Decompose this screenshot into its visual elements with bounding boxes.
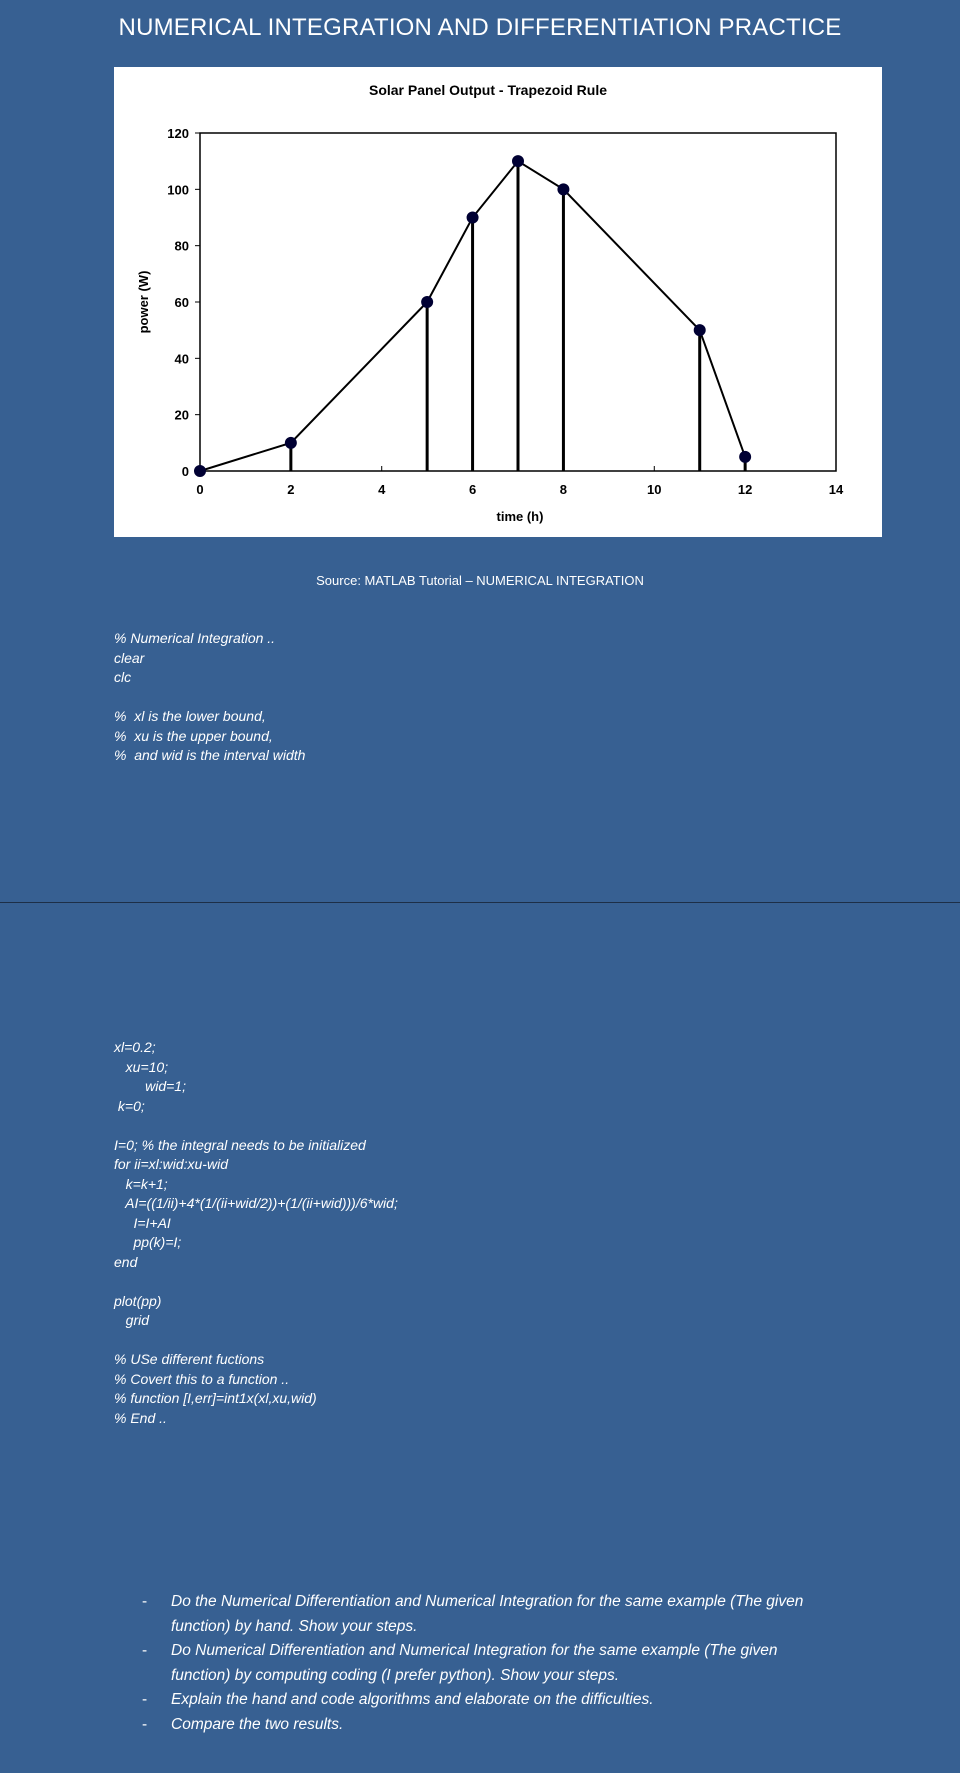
x-tick-label: 6 bbox=[468, 482, 477, 497]
chart-container bbox=[114, 67, 882, 537]
source-caption: Source: MATLAB Tutorial – NUMERICAL INTEGRATION bbox=[316, 573, 644, 588]
task-bullet: - bbox=[142, 1642, 148, 1659]
code-line: AI=((1/ii)+4*(1/(ii+wid/2))+(1/(ii+wid)))/6*wid; bbox=[114, 1195, 398, 1211]
y-tick-label: 120 bbox=[167, 126, 189, 141]
x-axis-label: time (h) bbox=[496, 509, 544, 524]
task-text: Do the Numerical Differentiation and Numerical Integration for the same example (The given function) by hand. Show your steps. bbox=[171, 1593, 804, 1635]
code-line bbox=[114, 1116, 398, 1136]
data-point bbox=[513, 156, 524, 167]
code-line: grid bbox=[114, 1312, 150, 1328]
data-point bbox=[422, 297, 433, 308]
page-divider bbox=[0, 902, 960, 903]
code-line: % and wid is the interval width bbox=[114, 747, 306, 763]
task-bullet: - bbox=[142, 1593, 148, 1610]
code-line: plot(pp) bbox=[114, 1292, 162, 1309]
task-item bbox=[140, 1590, 840, 1639]
y-tick-label: 20 bbox=[174, 407, 189, 423]
task-item bbox=[140, 1688, 840, 1713]
x-tick-label: 12 bbox=[737, 482, 753, 497]
y-tick-label: 40 bbox=[174, 351, 189, 367]
task-text: Do Numerical Differentiation and Numerical Integration for the same example (The given function) by computing coding (I prefer python). Show your steps. bbox=[171, 1642, 778, 1684]
code-line bbox=[114, 688, 305, 708]
chart-title: Solar Panel Output - Trapezoid Rule bbox=[368, 82, 608, 98]
task-list bbox=[140, 1590, 840, 1737]
data-point bbox=[694, 325, 705, 336]
code-line bbox=[114, 1331, 398, 1351]
code-line: clear bbox=[114, 649, 145, 666]
code-line: pp(k)=I; bbox=[114, 1234, 182, 1250]
code-line: xu=10; bbox=[114, 1058, 169, 1075]
y-tick-label: 0 bbox=[181, 464, 189, 479]
code-line: k=0; bbox=[114, 1097, 145, 1114]
code-line: clc bbox=[114, 669, 132, 685]
y-tick-label: 60 bbox=[174, 295, 189, 310]
x-tick-label: 10 bbox=[647, 482, 662, 497]
code-line: for ii=xl:wid:xu-wid bbox=[114, 1156, 228, 1172]
code-line: % xl is the lower bound, bbox=[114, 708, 266, 724]
y-tick-label: 80 bbox=[174, 238, 189, 254]
y-axis-ticks bbox=[167, 126, 200, 479]
chart-svg bbox=[114, 67, 882, 537]
y-axis-label: power (W) bbox=[136, 270, 151, 334]
task-item bbox=[140, 1639, 840, 1688]
x-tick-label: 2 bbox=[287, 482, 295, 497]
task-text: Compare the two results. bbox=[171, 1715, 344, 1733]
code-line: % function [I,err]=int1x(xl,xu,wid) bbox=[114, 1390, 317, 1406]
code-line: xl=0.2; bbox=[114, 1039, 156, 1055]
data-point bbox=[467, 212, 478, 223]
trapezoid-verticals bbox=[200, 161, 745, 471]
code-block-header bbox=[114, 629, 305, 766]
code-line: % Covert this to a function .. bbox=[114, 1370, 290, 1387]
code-line: wid=1; bbox=[114, 1078, 186, 1094]
code-line: % xu is the upper bound, bbox=[114, 727, 273, 744]
x-tick-label: 14 bbox=[828, 482, 844, 497]
task-bullet: - bbox=[142, 1691, 148, 1708]
data-point bbox=[558, 184, 569, 195]
y-tick-label: 100 bbox=[167, 182, 189, 198]
data-point bbox=[285, 437, 296, 448]
code-line: end bbox=[114, 1253, 138, 1270]
x-tick-label: 8 bbox=[559, 482, 568, 497]
data-point bbox=[740, 451, 751, 462]
code-line: % Numerical Integration .. bbox=[114, 630, 276, 646]
page-title: NUMERICAL INTEGRATION AND DIFFERENTIATION PRACTICE bbox=[118, 14, 842, 41]
code-block-body bbox=[114, 1038, 398, 1428]
data-point bbox=[195, 466, 206, 477]
task-item bbox=[140, 1713, 840, 1738]
x-tick-label: 4 bbox=[378, 482, 386, 497]
code-line: I=I+AI bbox=[114, 1214, 171, 1231]
code-line: k=k+1; bbox=[114, 1175, 168, 1192]
code-line: % End .. bbox=[114, 1409, 167, 1426]
code-line: I=0; % the integral needs to be initialized bbox=[114, 1136, 366, 1153]
task-bullet: - bbox=[142, 1715, 148, 1733]
code-line: % USe different fuctions bbox=[114, 1351, 265, 1367]
code-line bbox=[114, 1272, 398, 1292]
x-tick-label: 0 bbox=[196, 482, 204, 497]
task-text: Explain the hand and code algorithms and elaborate on the difficulties. bbox=[171, 1691, 654, 1708]
